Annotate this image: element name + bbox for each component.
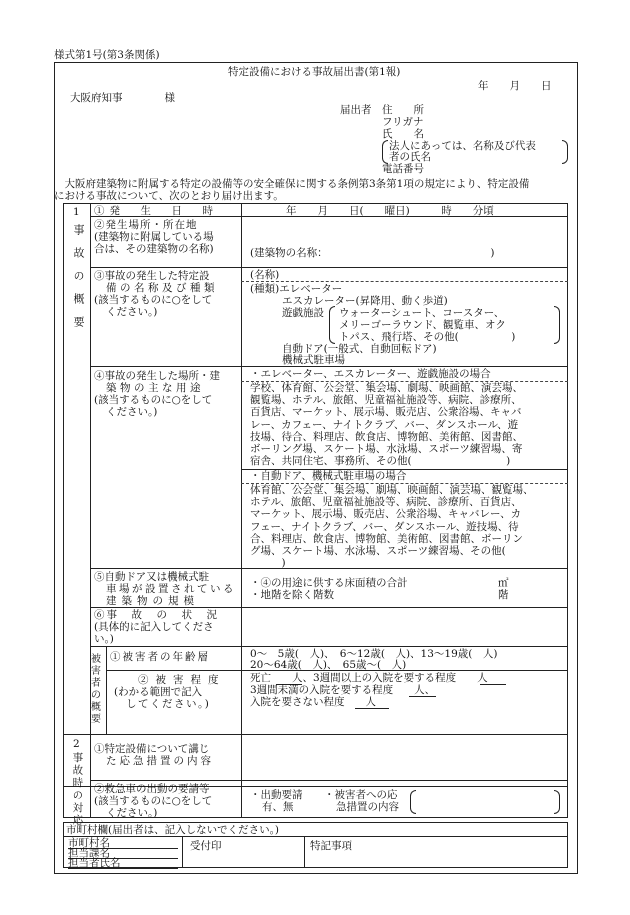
municipality-name-label: 市町村名 — [68, 837, 110, 849]
equip-kind-parking[interactable]: 機械式駐車場 — [282, 354, 345, 366]
amusement-line-2[interactable]: メリーゴーラウンド、観覧車、オク — [339, 319, 506, 331]
emergency-label-1: ①特定設備について講じ — [94, 743, 210, 755]
use-options-b[interactable]: 体育館、公会堂、集会場、劇場、映画館、演芸場、観覧場、 ホテル、旅館、児童福祉施設等、病院、診療所、百貨店、 マーケット、展示場、販売店、公衆浴場、キャバレー、カ フェー、ナイトクラブ、バー、ダンスホール、遊技場、待 合、料理店、飲食店、博物館、美術館、図書館、ボーリン グ場、スケート場、水泳場、スポーツ練習場、その他( ) — [250, 484, 534, 570]
equip-label-3: (該当するものに○をして — [94, 294, 213, 306]
victim-response-bracket-right — [554, 790, 560, 814]
equip-label-1: ③事故の発生した特定設 — [94, 270, 210, 282]
damage-line-3[interactable]: 入院を要さない程度 人 — [250, 696, 376, 708]
floor-count-label[interactable]: ・地階を除く階数 — [250, 589, 334, 601]
place-label-1: ②発生場所・所在地 — [94, 219, 198, 231]
use-header-b: ・自動ドア、機械式駐車場の場合 — [250, 470, 407, 482]
damage-line-1[interactable]: 死亡 人、3週間以上の入院を要する程度 人 — [250, 672, 488, 684]
equip-kind-escalator[interactable]: エスカレーター(昇降用、動く歩道) — [282, 295, 448, 307]
damage-label-1: ②被害程度 — [138, 674, 226, 686]
submission-date: 年 月 日 — [478, 80, 552, 92]
equip-kind-elevator[interactable]: (種類)エレベーター — [250, 283, 343, 295]
amusement-bracket-left — [329, 306, 335, 344]
amusement-label: 遊戯施設 — [282, 307, 324, 319]
section-1-label: 事故の概要 — [71, 224, 85, 339]
scale-label-3: 建築物の規模 — [106, 595, 199, 607]
section-2-label: 事故時の対応 — [71, 752, 84, 827]
scale-label-1: ⑤自動ドア又は機械式駐 — [94, 571, 210, 583]
special-notes-label: 特記事項 — [310, 840, 352, 852]
equip-label-2: 備の名称及び種類 — [106, 282, 218, 294]
ambulance-request-options[interactable]: 有、無 — [262, 801, 294, 813]
notifier-furigana-label: フリガナ — [382, 116, 424, 128]
emergency-label-2: た応急措置の内容 — [106, 755, 214, 767]
amusement-line-1[interactable]: ウォーターシュート、コースター、 — [339, 307, 505, 319]
corp-note-bracket-left — [382, 140, 388, 164]
victim-group-label: 被害者の概要 — [91, 654, 101, 725]
form-title: 特定設備における事故届出書(第1報) — [228, 66, 401, 78]
ambulance-label-1: ②救急車の出動の要請等 — [94, 783, 210, 795]
use-label-2: 築物の主な用途 — [106, 382, 204, 394]
amusement-line-3[interactable]: トパス、飛行塔、その他( ) — [339, 331, 516, 343]
damage-line-2[interactable]: 3週間未満の入院を要する程度 人、 — [250, 684, 436, 696]
addressee: 大阪府知事 様 — [70, 92, 175, 104]
floor-area-label[interactable]: ・④の用途に供する床面積の合計 — [250, 577, 408, 589]
notifier-phone-label: 電話番号 — [382, 163, 424, 175]
use-label-1: ④事故の発生した場所・建 — [94, 370, 220, 382]
corp-note-line-1: 法人にあっては、名称及び代表 — [389, 140, 536, 152]
damage-label-2: (わかる範囲で記入 — [114, 686, 203, 698]
person-name-label: 担当者氏名 — [68, 857, 121, 869]
equip-kind-autodoor[interactable]: 自動ドア(一般式、自動回転ドア) — [282, 343, 437, 355]
form-number: 様式第1号(第3条関係) — [54, 49, 160, 61]
victim-response-label-1: ・被害者への応 — [324, 789, 398, 801]
use-options-a[interactable]: 学校、体育館、公会堂、集会場、劇場、映画館、演芸場、 観覧場、ホテル、旅館、児童福祉施設等、病院、診療所、 百貨店、マーケット、展示場、販売店、公衆浴場、キャバ レー、カフェー、ナイトクラブ、バー、ダンスホール、遊 技場、待合、料理店、飲食店、博物館、美術館、図書館、 ボーリング場、スケート場、水泳場、スポーツ練習場、寄 宿舎、共同住宅、事務所、その他( ) — [250, 382, 523, 468]
notifier-address-label: 住 所 — [382, 104, 424, 116]
floor-count-unit: 階 — [498, 589, 509, 601]
datetime-label: ①発 生 日 時 — [94, 205, 218, 217]
use-label-4: ください。) — [106, 406, 158, 418]
damage-label-3: してください。) — [126, 698, 211, 710]
section-2-number: 2 — [73, 738, 80, 750]
reception-stamp-label: 受付印 — [190, 840, 222, 852]
age-line-2[interactable]: 20～64歳( 人)、 65歳～( 人) — [250, 659, 407, 671]
situation-label-1: ⑥事 故 の 状 況 — [94, 609, 219, 621]
situation-label-3: い。) — [94, 633, 114, 645]
equip-name-label: (名称) — [250, 269, 280, 281]
building-name-field[interactable]: (建築物の名称： ) — [250, 247, 495, 259]
corp-note-line-2: 者の氏名 — [389, 151, 431, 163]
floor-area-unit: ㎡ — [498, 577, 509, 589]
intro-text-line-2: における事故について、次のとおり届け出ます。 — [54, 190, 284, 202]
use-header-a: ・エレベーター、エスカレーター、遊戯施設の場合 — [250, 368, 491, 380]
datetime-value: 年 月 日( 曜日) 時 分頃 — [286, 205, 494, 217]
amusement-bracket-right — [554, 306, 560, 344]
corp-note-bracket-right — [562, 140, 568, 164]
scale-label-2: 車場が設置されている — [106, 583, 236, 595]
place-label-2: (建築物に附属している場 — [94, 231, 214, 243]
municipal-header: 市町村欄(届出者は、記入しないでください。) — [66, 824, 279, 836]
use-label-3: (該当するものに○をして — [94, 394, 213, 406]
ambulance-label-2: (該当するものに○をして — [94, 795, 213, 807]
notifier-label: 届出者 — [340, 104, 372, 116]
age-line-1[interactable]: 0～ 5歳( 人)、 6～12歳( 人)、13～19歳( 人) — [250, 648, 498, 660]
ambulance-row — [63, 780, 568, 818]
victim-response-label-2: 急措置の内容 — [336, 801, 399, 813]
department-name-label: 担当課名 — [68, 847, 110, 859]
ambulance-request-label: ・出動要請 — [250, 789, 303, 801]
age-label: ①被害者の年齢層 — [110, 651, 210, 663]
notifier-name-label: 氏 名 — [382, 128, 424, 140]
situation-label-2: (具体的に記入してくださ — [94, 621, 214, 633]
place-label-3: 合は、その建築物の名称) — [94, 243, 214, 255]
intro-text-line-1: 大阪府建築物に附属する特定の設備等の安全確保に関する条例第3条第1項の規定により、特定設備 — [54, 178, 530, 190]
ambulance-label-3: ください。) — [106, 807, 158, 819]
section-1-number: 1 — [73, 206, 80, 218]
victim-response-bracket-left — [410, 790, 416, 814]
equip-label-4: ください。) — [106, 306, 158, 318]
